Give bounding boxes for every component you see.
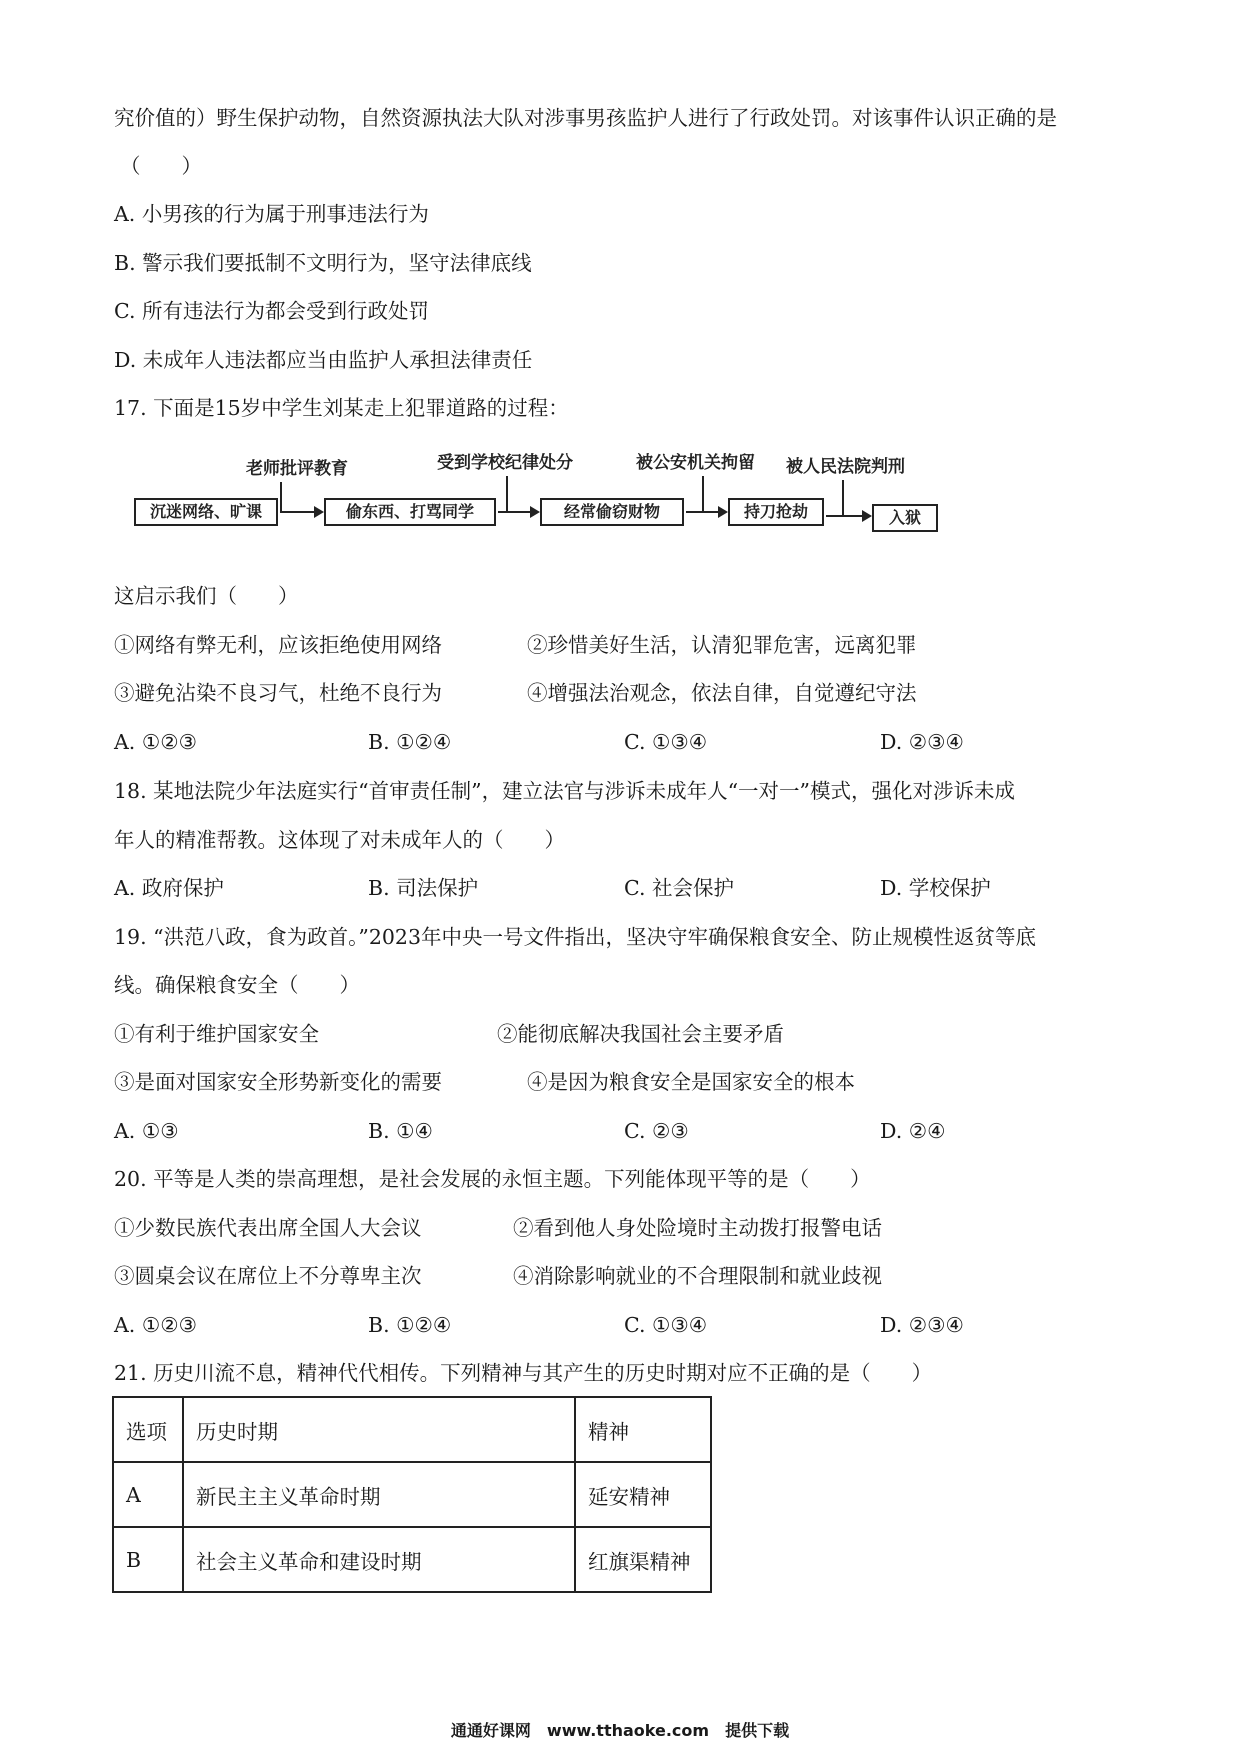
q17-choice-d: D. ②③④ [880,730,964,754]
q18-choice-c: C. 社会保护 [624,876,734,900]
table-cell-option: A [113,1462,183,1527]
q20-statement-2: ②看到他人身处险境时主动拨打报警电话 [513,1216,882,1240]
q19-statement-1: ①有利于维护国家安全 [114,1022,319,1046]
q17-statement-3: ③避免沾染不良习气，杜绝不良行为 [114,681,442,705]
q18-stem-line2: 年人的精准帮教。这体现了对未成年人的（ ） [114,828,565,852]
q17-stem: 17. 下面是15岁中学生刘某走上犯罪道路的过程： [114,396,569,420]
flow-box-3: 经常偷窃财物 [540,498,684,526]
q21-table [112,1396,712,1593]
q19-stem-line2: 线。确保粮食安全（ ） [114,973,360,997]
arrow-head-3 [718,506,728,518]
arrow-line-2 [498,511,530,513]
arrow-line-1 [280,511,314,513]
table-row [113,1462,711,1527]
q16-option-c: C. 所有违法行为都会受到行政处罚 [114,299,429,323]
flow-box-4: 持刀抢劫 [728,498,824,526]
arrow-drop-3 [702,476,704,512]
arrow-head-1 [314,506,324,518]
q17-prompt: 这启示我们（ ） [114,584,299,608]
q18-choice-d: D. 学校保护 [880,876,991,900]
table-row [113,1527,711,1592]
q17-choice-b: B. ①②④ [368,730,452,754]
q20-choice-b: B. ①②④ [368,1313,452,1337]
q21-stem: 21. 历史川流不息，精神代代相传。下列精神与其产生的历史时期对应不正确的是（ ） [114,1361,933,1385]
arrow-head-4 [862,510,872,522]
table-cell-spirit: 延安精神 [575,1462,711,1527]
q17-choice-a: A. ①②③ [114,730,197,754]
table-cell-option: B [113,1527,183,1592]
q17-statement-4: ④增强法治观念，依法自律，自觉遵纪守法 [527,681,917,705]
q20-stem: 20. 平等是人类的崇高理想，是社会发展的永恒主题。下列能体现平等的是（ ） [114,1167,871,1191]
q19-stem-line1: 19. “洪范八政，食为政首。”2023年中央一号文件指出，坚决守牢确保粮食安全、防止规模性返贫等底 [114,925,1036,949]
flow-label-1: 老师批评教育 [246,459,348,479]
q16-option-d: D. 未成年人违法都应当由监护人承担法律责任 [114,348,533,372]
flow-label-3: 被公安机关拘留 [636,453,755,473]
q16-option-a: A. 小男孩的行为属于刑事违法行为 [114,202,429,226]
arrow-drop-4 [842,480,844,516]
arrow-drop-1 [280,482,282,512]
table-header-row [113,1397,711,1462]
q20-choice-c: C. ①③④ [624,1313,708,1337]
table-header-option: 选项 [113,1397,183,1462]
q19-choice-b: B. ①④ [368,1119,433,1143]
q20-statement-1: ①少数民族代表出席全国人大会议 [114,1216,422,1240]
q19-statement-4: ④是因为粮食安全是国家安全的根本 [527,1070,855,1094]
q18-choice-a: A. 政府保护 [114,876,224,900]
q16-answer-paren: （ ） [120,154,202,178]
flow-box-5: 入狱 [872,504,938,532]
q18-stem-line1: 18. 某地法院少年法庭实行“首审责任制”，建立法官与涉诉未成年人“一对一”模式，强化对涉诉未成 [114,779,1016,803]
q20-choice-d: D. ②③④ [880,1313,964,1337]
q17-statement-1: ①网络有弊无利，应该拒绝使用网络 [114,633,442,657]
table-cell-period: 社会主义革命和建设时期 [183,1527,575,1592]
q16-option-b: B. 警示我们要抵制不文明行为，坚守法律底线 [114,251,532,275]
q19-statement-3: ③是面对国家安全形势新变化的需要 [114,1070,442,1094]
page-footer: 通通好课网 www.tthaoke.com 提供下载 [450,1721,790,1740]
q19-choice-c: C. ②③ [624,1119,689,1143]
q16-stem: 究价值的）野生保护动物，自然资源执法大队对涉事男孩监护人进行了行政处罚。对该事件认识正确的是 [114,106,1057,130]
flow-box-2: 偷东西、打骂同学 [324,498,496,526]
arrow-drop-2 [506,476,508,512]
q20-statement-3: ③圆桌会议在席位上不分尊卑主次 [114,1264,422,1288]
flow-label-2: 受到学校纪律处分 [437,453,573,473]
table-header-spirit: 精神 [575,1397,711,1462]
q19-choice-d: D. ②④ [880,1119,946,1143]
q19-choice-a: A. ①③ [114,1119,179,1143]
q17-choice-c: C. ①③④ [624,730,708,754]
flow-label-4: 被人民法院判刑 [786,457,905,477]
q20-choice-a: A. ①②③ [114,1313,197,1337]
table-cell-period: 新民主主义革命时期 [183,1462,575,1527]
q18-choice-b: B. 司法保护 [368,876,479,900]
arrow-head-2 [530,506,540,518]
arrow-line-4 [826,515,862,517]
table-header-period: 历史时期 [183,1397,575,1462]
arrow-line-3 [686,511,718,513]
q19-statement-2: ②能彻底解决我国社会主要矛盾 [497,1022,784,1046]
q20-statement-4: ④消除影响就业的不合理限制和就业歧视 [513,1264,882,1288]
q17-statement-2: ②珍惜美好生活，认清犯罪危害，远离犯罪 [527,633,917,657]
flow-box-1: 沉迷网络、旷课 [134,498,278,526]
table-cell-spirit: 红旗渠精神 [575,1527,711,1592]
